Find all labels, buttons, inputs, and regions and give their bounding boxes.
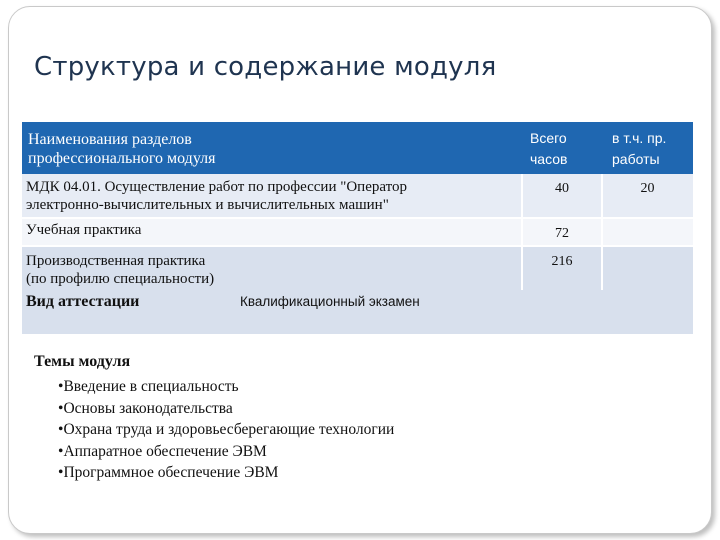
- list-item: •Введение в специальность: [58, 378, 239, 395]
- row-industrial-line1: Производственная практика: [26, 253, 206, 269]
- row-industrial-practical: [602, 246, 693, 294]
- table-row-mdk-name: [22, 174, 522, 218]
- list-item: •Программное обеспечение ЭВМ: [58, 464, 279, 481]
- header-cell-hours: [522, 122, 602, 174]
- header-name-line2: профессионального модуля: [28, 150, 216, 167]
- row-industrial-line2: (по профилю специальности): [26, 271, 215, 287]
- bullet-icon: •: [58, 442, 64, 460]
- attestation-label: Вид аттестации: [26, 293, 140, 310]
- header-cell-name: [22, 122, 522, 174]
- bullet-icon: •: [58, 399, 64, 417]
- bullet-icon: •: [58, 464, 64, 481]
- header-hours-line1: Всего: [530, 130, 567, 146]
- table-row-industrial-practice: [22, 246, 522, 294]
- header-hours-line2: часов: [530, 151, 568, 167]
- row-mdk-practical: 20: [602, 174, 693, 218]
- row-divider: [22, 245, 693, 247]
- row-divider: [22, 217, 693, 219]
- table-row-study-practice: [22, 218, 522, 246]
- table-row-attestation: [22, 290, 693, 334]
- row-study-practice-hours: 72: [522, 218, 602, 246]
- bullet-icon: •: [58, 421, 64, 438]
- list-item: •Аппаратное обеспечение ЭВМ: [58, 442, 267, 460]
- header-practical-line1: в т.ч. пр.: [612, 130, 667, 146]
- row-mdk-line1: МДК 04.01. Осуществление работ по профессии "Оператор: [26, 179, 407, 195]
- list-item: •Основы законодательства: [58, 399, 233, 417]
- column-divider: [521, 174, 523, 290]
- bullet-icon: •: [58, 378, 64, 395]
- module-structure-table: [22, 122, 693, 334]
- row-mdk-line2: электронно-вычислительных и вычислительных машин": [26, 197, 389, 213]
- row-study-practice-name: Учебная практика: [26, 222, 142, 238]
- page-title: Структура и содержание модуля: [34, 52, 497, 82]
- topics-list: [58, 376, 394, 484]
- attestation-value: Квалификационный экзамен: [240, 294, 420, 309]
- header-cell-practical: [602, 122, 693, 174]
- header-practical-line2: работы: [612, 151, 660, 167]
- topics-heading: Темы модуля: [34, 353, 131, 370]
- column-divider: [601, 174, 603, 290]
- row-industrial-hours: 216: [522, 246, 602, 294]
- row-study-practice-practical: [602, 218, 693, 246]
- row-mdk-hours: 40: [522, 174, 602, 218]
- header-name-line1: Наименования разделов: [28, 131, 192, 148]
- list-item: •Охрана труда и здоровьесберегающие технологии: [58, 421, 395, 438]
